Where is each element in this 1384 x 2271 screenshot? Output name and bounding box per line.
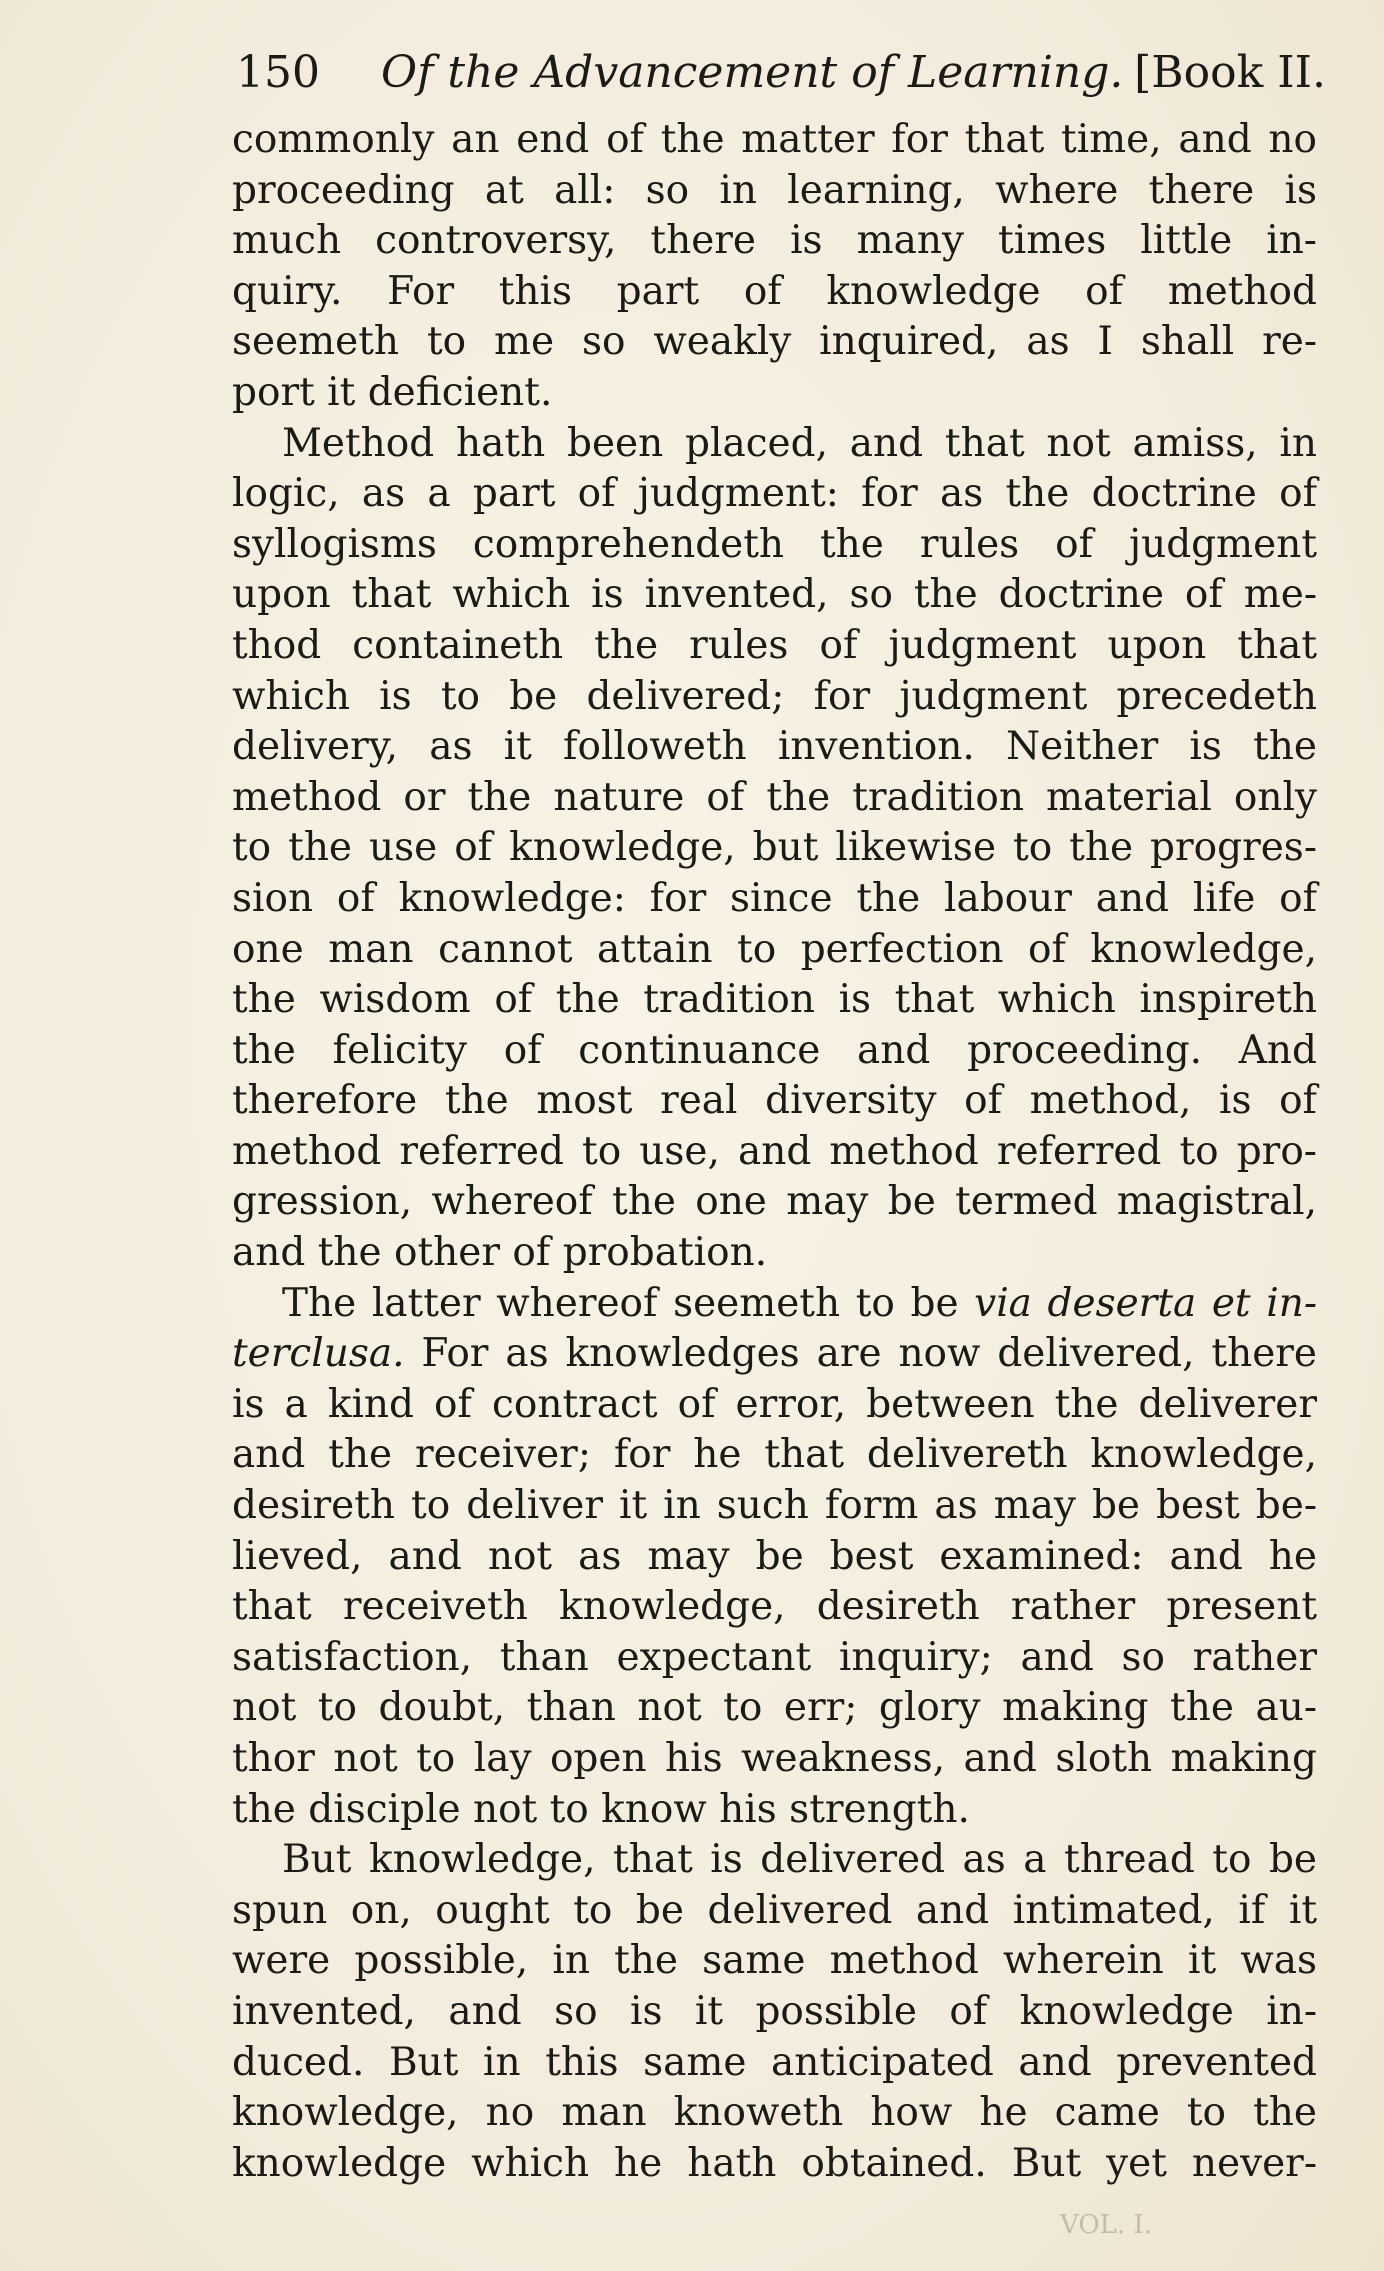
text-line xyxy=(232,1886,1317,1937)
text-line xyxy=(232,925,1317,976)
text-line xyxy=(232,1026,1317,1077)
text-line xyxy=(232,267,1317,318)
book-reference: [Book II. xyxy=(1134,47,1326,98)
text-line xyxy=(232,520,1317,571)
line-text: syllogisms comprehendeth the rules of judgment xyxy=(232,521,1317,567)
line-text: satisfaction, than expectant inquiry; and so rather xyxy=(232,1634,1317,1680)
line-text: is a kind of contract of error, between the deliverer xyxy=(232,1381,1317,1427)
signature-mark: VOL. I. xyxy=(1060,2210,1152,2240)
line-text: the wisdom of the tradition is that which inspireth xyxy=(232,977,1317,1023)
text-line xyxy=(232,1481,1317,1532)
line-text: desireth to deliver it in such form as may be best be- xyxy=(232,1483,1317,1529)
page-number: 150 xyxy=(236,47,320,98)
body-text xyxy=(232,115,1317,2189)
line-text: and the other of probation. xyxy=(232,1230,768,1276)
text-line xyxy=(232,166,1317,217)
text-line xyxy=(232,1734,1317,1785)
italic-phrase: via deserta et in- xyxy=(974,1280,1317,1326)
line-text: not to doubt, than not to err; glory making the au- xyxy=(232,1685,1317,1731)
line-text: spun on, ought to be delivered and intimated, if it xyxy=(232,1887,1317,1933)
line-text: to the use of knowledge, but likewise to the progres- xyxy=(232,825,1317,871)
line-text: upon that which is invented, so the doctrine of me- xyxy=(232,572,1317,618)
text-line xyxy=(232,570,1317,621)
text-line xyxy=(232,1785,1317,1836)
text-line xyxy=(232,1127,1317,1178)
line-text: therefore the most real diversity of method, is of xyxy=(232,1078,1317,1124)
text-line xyxy=(232,1076,1317,1127)
text-line xyxy=(232,1228,1317,1279)
line-text: But knowledge, that is delivered as a thread to be xyxy=(282,1837,1317,1883)
line-text: invented, and so is it possible of knowledge in- xyxy=(232,1988,1317,2034)
line-text: commonly an end of the matter for that time, and no xyxy=(232,117,1317,162)
line-text: were possible, in the same method wherein it was xyxy=(232,1938,1317,1984)
line-text: much controversy, there is many times little in- xyxy=(232,218,1317,264)
text-line xyxy=(232,975,1317,1026)
text-line xyxy=(232,2088,1317,2139)
line-text: that receiveth knowledge, desireth rather present xyxy=(232,1584,1317,1630)
text-line xyxy=(232,1936,1317,1987)
line-text: seemeth to me so weakly inquired, as I shall re- xyxy=(232,319,1317,365)
text-line xyxy=(232,1987,1317,2038)
text-line xyxy=(232,1633,1317,1684)
line-text: gression, whereof the one may be termed magistral, xyxy=(232,1179,1317,1225)
line-text: thor not to lay open his weakness, and sloth making xyxy=(232,1736,1317,1781)
line-text: logic, as a part of judgment: for as the doctrine of xyxy=(232,471,1317,517)
line-text: one man cannot attain to perfection of knowledge, xyxy=(232,926,1317,972)
text-line xyxy=(232,874,1317,925)
text-line xyxy=(232,621,1317,672)
text-line xyxy=(232,1177,1317,1228)
running-title: Of the Advancement of Learning. xyxy=(381,47,1124,98)
line-text: method or the nature of the tradition material only xyxy=(232,774,1317,820)
page-header xyxy=(236,38,1326,108)
line-text: quiry. For this part of knowledge of method xyxy=(232,268,1317,314)
line-text: The latter whereof seemeth to be xyxy=(282,1280,975,1326)
line-text: For as knowledges are now delivered, there xyxy=(404,1331,1317,1377)
line-text: the disciple not to know his strength. xyxy=(232,1786,970,1832)
text-line xyxy=(232,115,1317,166)
line-text: knowledge which he hath obtained. But yet never- xyxy=(232,2140,1317,2186)
line-text: delivery, as it followeth invention. Neither is the xyxy=(232,724,1317,770)
text-line xyxy=(232,1380,1317,1431)
line-text: and the receiver; for he that delivereth knowledge, xyxy=(232,1432,1317,1478)
text-line xyxy=(232,1532,1317,1583)
line-text: duced. But in this same anticipated and prevented xyxy=(232,2039,1317,2085)
line-text: port it deficient. xyxy=(232,369,553,415)
line-text: sion of knowledge: for since the labour and life of xyxy=(232,875,1317,921)
text-line xyxy=(232,1683,1317,1734)
text-line xyxy=(232,1329,1317,1380)
text-line xyxy=(232,672,1317,723)
line-text: knowledge, no man knoweth how he came to the xyxy=(232,2090,1317,2136)
text-line xyxy=(232,773,1317,824)
text-line xyxy=(232,1582,1317,1633)
text-line xyxy=(232,469,1317,520)
line-text: method referred to use, and method referred to pro- xyxy=(232,1128,1317,1174)
text-line xyxy=(232,2139,1317,2190)
text-line xyxy=(232,1430,1317,1481)
line-text: thod containeth the rules of judgment upon that xyxy=(232,622,1317,668)
text-line xyxy=(232,317,1317,368)
text-line xyxy=(232,823,1317,874)
text-line xyxy=(232,419,1317,470)
line-text: the felicity of continuance and proceeding. And xyxy=(232,1027,1317,1073)
text-line xyxy=(232,2038,1317,2089)
text-line xyxy=(232,1279,1317,1330)
text-line xyxy=(232,1835,1317,1886)
text-line xyxy=(232,216,1317,267)
text-line xyxy=(232,722,1317,773)
text-line xyxy=(232,368,1317,419)
line-text: Method hath been placed, and that not amiss, in xyxy=(282,420,1317,466)
line-text: lieved, and not as may be best examined: and he xyxy=(232,1533,1317,1579)
line-text: proceeding at all: so in learning, where there is xyxy=(232,167,1317,213)
line-text: which is to be delivered; for judgment precedeth xyxy=(232,673,1317,719)
italic-phrase: terclusa. xyxy=(232,1331,405,1377)
